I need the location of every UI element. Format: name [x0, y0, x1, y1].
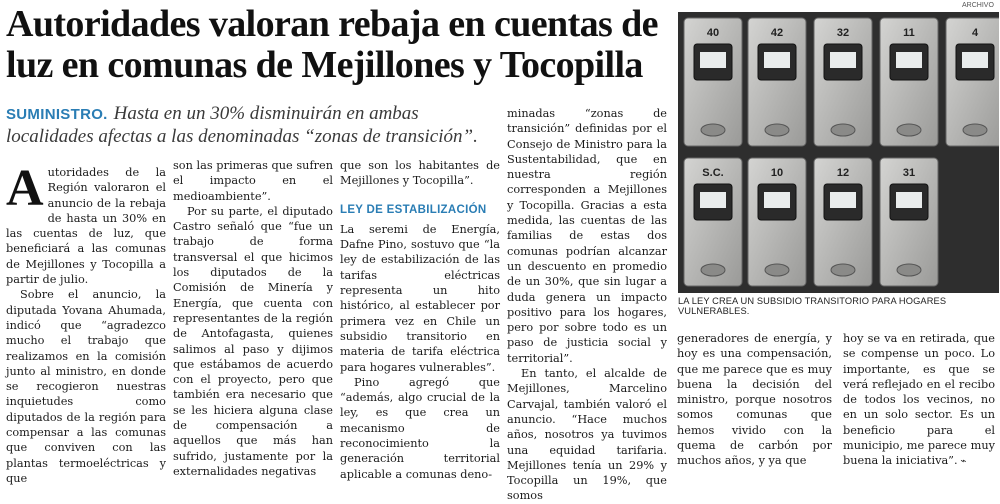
- meter-box: [684, 18, 742, 146]
- paragraph: [843, 331, 995, 470]
- photo-credit: ARCHIVO: [962, 2, 994, 9]
- meter-box: [946, 18, 999, 146]
- deck-text: Hasta en un 30% disminuirán en ambas localidades afectas a las denominadas “zonas de transición”.: [6, 103, 478, 147]
- paragraph: que son los habitantes de Mejillones y Tocopilla”.: [340, 159, 500, 188]
- headline: Autoridades valoran rebaja en cuentas de luz en comunas de Mejillones y Tocopilla: [6, 3, 658, 86]
- meter-box: [814, 158, 872, 286]
- meter-label: 4: [971, 27, 979, 39]
- meter-label: 40: [706, 27, 720, 39]
- paragraph: utoridades de la Región valoraron el anuncio de la rebaja de hasta un 30% en las cuentas de luz, que beneficiará a las comunas de Mejillones y Tocopilla a partir de julio.: [6, 166, 166, 287]
- meter-label: 12: [836, 167, 850, 179]
- paragraph: En tanto, el alcalde de Mejillones, Marcelino Carvajal, también valoró el anuncio. “Hace muchos años, nosotros ya tuvimos una equidad tarifaria. Mejillones tenía un 29% y Tocopilla un 19%, que somos: [507, 367, 667, 503]
- meter-label: 11: [903, 27, 915, 39]
- meter-box: [748, 158, 806, 286]
- kicker: SUMINISTRO.: [6, 106, 108, 123]
- meter-label: 42: [770, 27, 784, 39]
- paragraph: Pino agregó que “además, algo crucial de la ley, es que crea un mecanismo de reconocimiento la generación territorial aplicable a comunas deno-: [340, 375, 500, 481]
- column-6: [843, 331, 995, 470]
- paragraph: La seremi de Energía, Dafne Pino, sostuvo que “la ley de estabilización de las tarifas eléctricas representa un hito histórico, al establecer por primera vez en Chile un subsidio transitorio en materia de tarifa eléctrica para hogares vulnerables”.: [340, 222, 500, 374]
- meter-box: [880, 18, 938, 146]
- paragraph: son las primeras que sufren el impacto en el medioambiente”.: [173, 159, 333, 203]
- section-title: LEY DE ESTABILIZACIÓN: [340, 203, 487, 216]
- meter-box: [880, 158, 938, 286]
- meter-box: [814, 18, 872, 146]
- paragraph: Por su parte, el diputado Castro señaló que “fue un trabajo de forma transversal el que hicimos los diputados de la Comisión de Minería y Energía, que cuenta con representantes de la región de Antofagasta, quienes salimos al paso y dijimos que estábamos de acuerdo con el proyecto, pero que también era necesario que se les hiciera alguna clase de compensación a aquellos que más han sufrido, justamente por la externalidades negativas: [173, 204, 333, 478]
- end-mark-icon: ⌁: [960, 456, 967, 468]
- meter-label: 32: [836, 27, 850, 39]
- electric-meters-image: [678, 12, 999, 293]
- meter-label: 31: [902, 167, 916, 179]
- column-1: [6, 160, 166, 486]
- column-3: [340, 158, 500, 482]
- paragraph: minadas “zonas de transición” definidas por el Consejo de Ministro para la Sustentabilidad, que en nuestra región corresponden a Mejillones y Tocopilla. Gracias a esta medida, las cuentas de las familias de estas dos comunas podrían alcanzar un descuento en promedio de un 30%, que sin lugar a duda genera un impacto positivo para los hogares, pero por sobre todo es un paso de justicia social y territorial”.: [507, 107, 667, 365]
- dropcap: A: [6, 160, 44, 217]
- column-2: [173, 158, 333, 479]
- meters-photo: [678, 12, 999, 293]
- column-5: [677, 331, 832, 469]
- meter-box: [748, 18, 806, 146]
- column-4: [507, 106, 667, 504]
- meter-label: 10: [770, 167, 784, 179]
- deck: [6, 103, 506, 148]
- paragraph-text: hoy se va en retirada, que se compense un poco. Lo importante, es que se verá reflejado en el recibo de todos los vecinos, no en un solo sector. Es un beneficio para el municipio, me parece muy buena la iniciativa”.: [843, 332, 995, 468]
- paragraph: generadores de energía, y hoy es una compensación, que me parece que es muy buena la decisión del ministro, porque nosotros somos comunas que hemos vivido con la quema de carbón por muchos años, y ya que: [677, 332, 832, 468]
- meter-box: [684, 158, 742, 286]
- photo-caption: LA LEY CREA UN SUBSIDIO TRANSITORIO PARA HOGARES VULNERABLES.: [678, 296, 947, 316]
- meter-label: S.C.: [702, 167, 724, 179]
- paragraph: Sobre el anuncio, la diputada Yovana Ahumada, indicó que “agradezco mucho el trabajo que realizamos en la comisión junto al ministro, en donde se recogieron nuestras inquietudes como diputados de la región para compensar a las comunas que conviven con las plantas termoeléctricas y que: [6, 288, 166, 485]
